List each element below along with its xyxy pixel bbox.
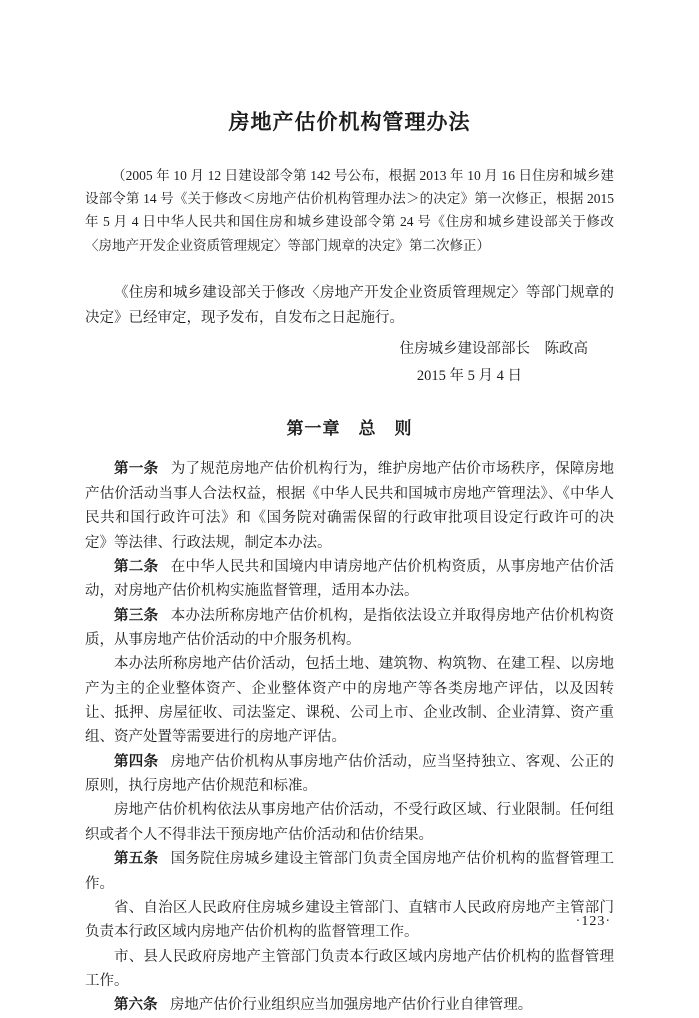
- article-paragraph: [85, 847, 614, 896]
- article-number-label: 第五条: [114, 851, 159, 868]
- article-body-text: 本办法所称房地产估价机构，是指依法设立并取得房地产估价机构资质，从事房地产估价活动的中介服务机构。: [85, 607, 615, 648]
- article-body-text: 本办法所称房地产估价活动，包括土地、建筑物、构筑物、在建工程、以房地产为主的企业整体资产、企业整体资产中的房地产等各类房地产评估，以及因转让、抵押、房屋征收、司法鉴定、课税、公司上市、企业改制、企业清算、资产重组、资产处置等需要进行的房地产评估。: [85, 656, 614, 746]
- article-body-text: 房地产估价行业组织应当加强房地产估价行业自律管理。: [169, 997, 533, 1014]
- page-number: ·123·: [575, 914, 611, 929]
- article-paragraph: [85, 750, 614, 799]
- article-paragraph: [85, 945, 614, 994]
- article-number-label: 第六条: [114, 997, 158, 1014]
- article-paragraph: [85, 896, 614, 945]
- article-body-text: 房地产估价机构从事房地产估价活动，应当坚持独立、客观、公正的原则，执行房地产估价规范和标准。: [85, 753, 615, 795]
- article-body-text: 国务院住房城乡建设主管部门负责全国房地产估价机构的监督管理工作。: [85, 851, 615, 892]
- article-paragraph: [85, 993, 614, 1017]
- article-body-text: 省、自治区人民政府住房城乡建设主管部门、直辖市人民政府房地产主管部门负责本行政区域内房地产估价机构的监督管理工作。: [85, 899, 614, 941]
- chapter-heading: 第一章 总 则: [286, 419, 413, 439]
- article-number-label: 第四条: [114, 753, 159, 770]
- article-body-text: 市、县人民政府房地产主管部门负责本行政区域内房地产估价机构的监督管理工作。: [85, 948, 614, 989]
- article-paragraphs: [85, 457, 614, 1017]
- article-body-text: 在中华人民共和国境内申请房地产估价机构资质，从事房地产估价活动，对房地产估价机构实施监督管理，适用本办法。: [85, 558, 615, 600]
- revision-preamble: （2005 年 10 月 12 日建设部令第 142 号公布，根据 2013 年 10 月 16 日住房和城乡建设部令第 14 号《关于修改＜房地产估价机构管理办法＞的决定》第一次修正，根据 2015 年 5 月 4 日中华人民共和国住房和城乡建设部令第 24 号《住房和城乡建设部关于修改〈房地产开发企业资质管理规定〉等部门规章的决定》第二次修正）: [85, 168, 614, 253]
- article-paragraph: [85, 652, 614, 749]
- promulgation-announcement: 《住房和城乡建设部关于修改〈房地产开发企业资质管理规定〉等部门规章的决定》已经审定，现予发布，自发布之日起施行。: [85, 284, 614, 326]
- document-title: 房地产估价机构管理办法: [228, 110, 471, 134]
- signature-date: 2015 年 5 月 4 日: [416, 367, 522, 384]
- article-paragraph: [85, 555, 614, 604]
- article-paragraph: [85, 457, 614, 554]
- signature-line: 住房城乡建设部部长 陈政高: [399, 341, 588, 358]
- article-number-label: 第三条: [114, 607, 159, 624]
- article-number-label: 第二条: [114, 558, 159, 575]
- article-paragraph: [85, 604, 614, 653]
- article-body-text: 房地产估价机构依法从事房地产估价活动，不受行政区域、行业限制。任何组织或者个人不得非法干预房地产估价活动和估价结果。: [85, 802, 614, 843]
- article-number-label: 第一条: [114, 461, 159, 478]
- article-paragraph: [85, 798, 614, 847]
- article-body-text: 为了规范房地产估价机构行为，维护房地产估价市场秩序，保障房地产估价活动当事人合法权益，根据《中华人民共和国城市房地产管理法》、《中华人民共和国行政许可法》和《国务院对确需保留的行政审批项目设定行政许可的决定》等法律、行政法规，制定本办法。: [85, 461, 615, 551]
